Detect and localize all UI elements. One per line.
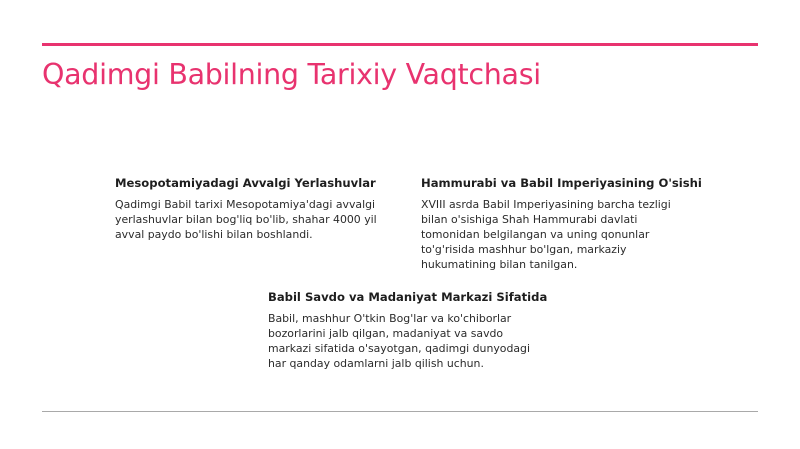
- section-heading: Babil Savdo va Madaniyat Markazi Sifatida: [268, 290, 548, 304]
- bottom-divider-line: [42, 411, 758, 412]
- section-hammurabi: [421, 176, 702, 272]
- section-trade-culture: [268, 290, 548, 371]
- section-body: XVIII asrda Babil Imperiyasining barcha tezligi bilan o'sishiga Shah Hammurabi davlati tomonidan belgilangan va uning qonunlar to'g'risida mashhur bo'lgan, markaziy hukumatining bilan tanilgan.: [421, 198, 671, 271]
- top-accent-line: [42, 43, 758, 46]
- slide-title: Qadimgi Babilning Tarixiy Vaqtchasi: [42, 58, 541, 91]
- section-heading: Hammurabi va Babil Imperiyasining O'sishi: [421, 176, 702, 190]
- section-body: Qadimgi Babil tarixi Mesopotamiya'dagi avvalgi yerlashuvlar bilan bog'liq bo'lib, shahar 4000 yil avval paydo bo'lishi bilan boshlandi.: [115, 198, 377, 241]
- section-heading: Mesopotamiyadagi Avvalgi Yerlashuvlar: [115, 176, 376, 190]
- section-body: Babil, mashhur O'tkin Bog'lar va ko'chiborlar bozorlarini jalb qilgan, madaniyat va savdo markazi sifatida o'sayotgan, qadimgi dunyodagi har qanday odamlarni jalb qilish uchun.: [268, 312, 530, 370]
- section-early-settlements: [115, 176, 387, 242]
